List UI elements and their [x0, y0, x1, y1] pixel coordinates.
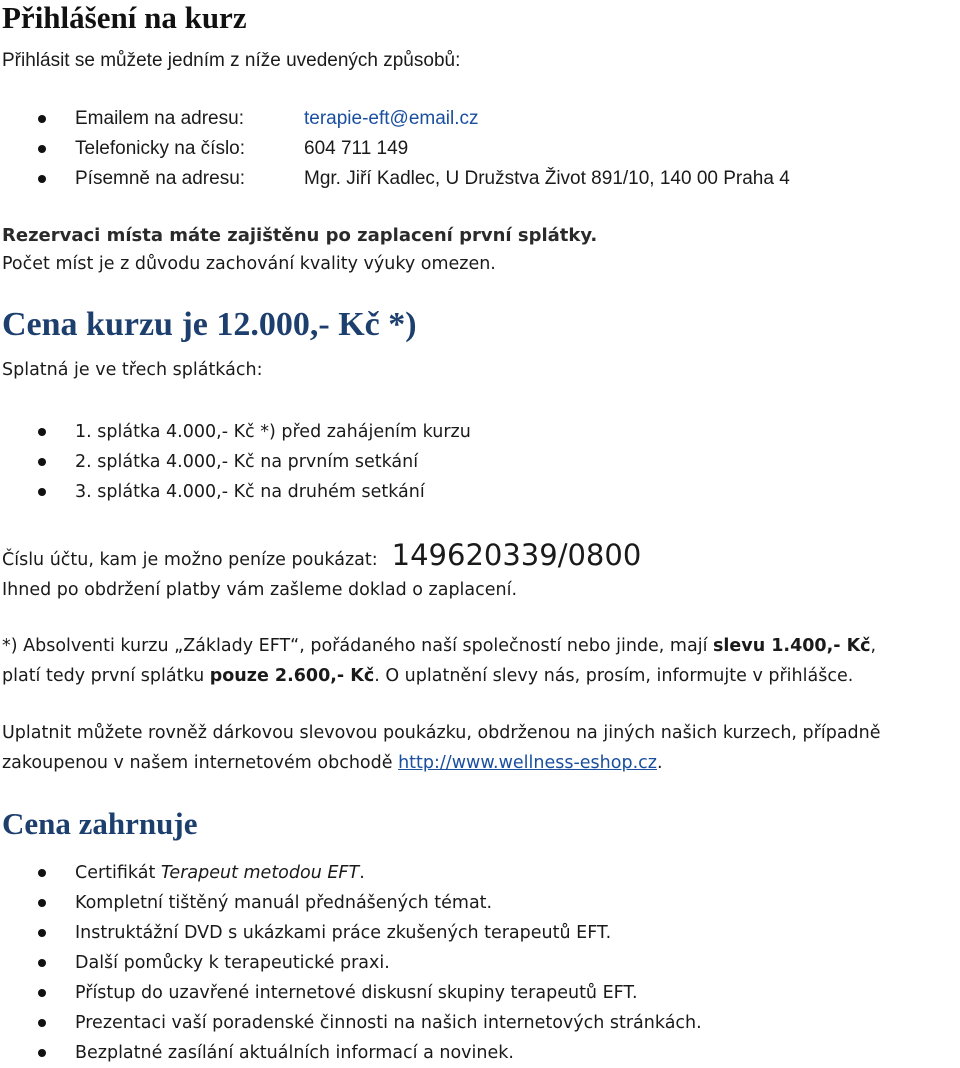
discount-amount: slevu 1.400,- Kč: [713, 636, 871, 656]
certificate-title: Terapeut metodou EFT: [160, 863, 360, 883]
bullet-icon: [38, 488, 46, 496]
bullet-icon: [38, 959, 46, 967]
account-number: 149620339/0800: [391, 538, 642, 572]
reservation-note: Rezervaci místa máte zajištěnu po zaplacení první splátky.: [2, 225, 598, 246]
bullet-icon: [38, 929, 46, 937]
email-link[interactable]: terapie-eft@email.cz: [304, 108, 479, 129]
voucher-line-1: Uplatnit můžete rovněž dárkovou slevovou poukázku, obdrženou na jiných našich kurzech, případně: [2, 723, 881, 743]
price-heading: Cena kurzu je 12.000,- Kč *): [2, 306, 417, 343]
bullet-icon: [38, 428, 46, 436]
bullet-icon: [38, 1019, 46, 1027]
account-line: [2, 538, 641, 572]
bullet-icon: [38, 115, 46, 123]
voucher-line-2: zakoupenou v našem internetovém obchodě http://www.wellness-eshop.cz.: [2, 753, 663, 773]
receipt-note: Ihned po obdržení platby vám zašleme doklad o zaplacení.: [2, 580, 518, 600]
discount-line-1: *) Absolventi kurzu „Základy EFT“, pořádaného naší společností nebo jinde, mají slevu 1.400,- Kč,: [2, 636, 877, 656]
bullet-icon: [38, 1049, 46, 1057]
postal-address: Mgr. Jiří Kadlec, U Družstva Život 891/10, 140 00 Praha 4: [304, 168, 790, 189]
contact-label: Písemně na adresu:: [75, 168, 246, 189]
includes-heading: Cena zahrnuje: [2, 806, 198, 841]
page-title: Přihlášení na kurz: [2, 0, 247, 35]
installments-intro: Splatná je ve třech splátkách:: [2, 360, 263, 380]
limited-note: Počet míst je z důvodu zachování kvality výuky omezen.: [2, 254, 496, 274]
bullet-icon: [38, 899, 46, 907]
eshop-link[interactable]: http://www.wellness-eshop.cz: [398, 753, 657, 773]
bullet-icon: [38, 175, 46, 183]
contact-label: Emailem na adresu:: [75, 108, 244, 129]
discount-line-2: platí tedy první splátku pouze 2.600,- Kč. O uplatnění slevy nás, prosím, informujte v přihlášce.: [2, 666, 854, 686]
phone-number: 604 711 149: [304, 138, 409, 159]
bullet-icon: [38, 145, 46, 153]
discounted-price: pouze 2.600,- Kč: [209, 666, 375, 686]
contact-label: Telefonicky na číslo:: [75, 138, 246, 159]
account-label: Číslu účtu, kam je možno peníze poukázat:: [2, 550, 378, 570]
bullet-icon: [38, 458, 46, 466]
bullet-icon: [38, 989, 46, 997]
intro-text: Přihlásit se můžete jedním z níže uvedených způsobů:: [2, 50, 461, 71]
bullet-icon: [38, 869, 46, 877]
